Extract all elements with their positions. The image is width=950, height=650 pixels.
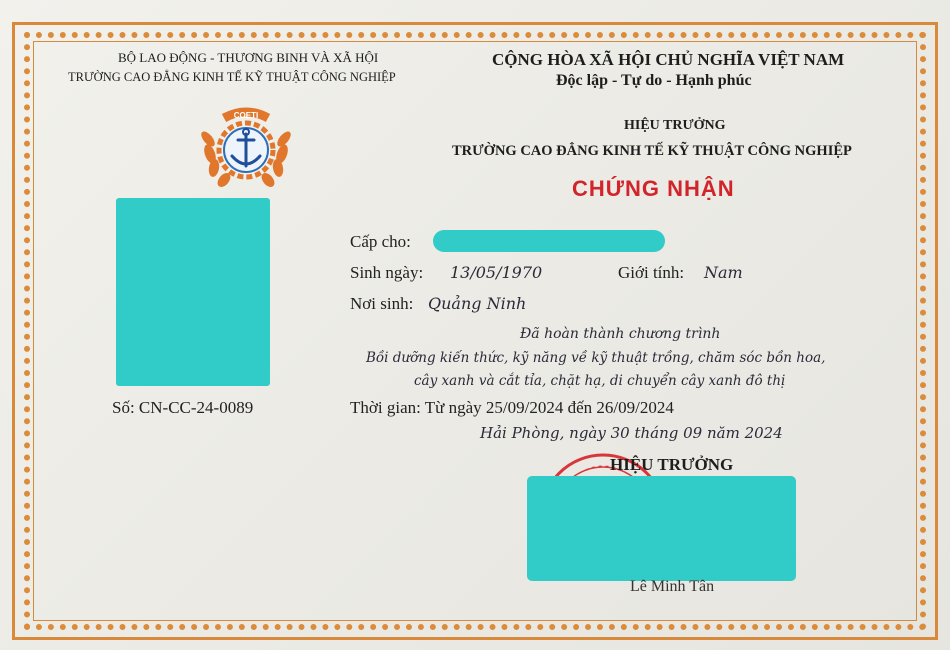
photo-redacted xyxy=(116,198,270,386)
signer-name: Lê Minh Tân xyxy=(630,578,715,595)
program-line-1: Bồi dưỡng kiến thức, kỹ năng về kỹ thuật trồng, chăm sóc bồn hoa, xyxy=(366,350,826,366)
birthplace-label: Nơi sinh: xyxy=(350,294,414,313)
dob-label: Sinh ngày: xyxy=(350,263,424,282)
school-logo xyxy=(194,104,298,196)
duration: Thời gian: Từ ngày 25/09/2024 đến 26/09/2024 xyxy=(350,398,674,417)
dob-value: 13/05/1970 xyxy=(450,263,543,282)
place-date: Hải Phòng, ngày 30 tháng 09 năm 2024 xyxy=(480,424,783,442)
gender-value: Nam xyxy=(704,263,743,282)
country-name: CỘNG HÒA XÃ HỘI CHỦ NGHĨA VIỆT NAM xyxy=(492,50,845,69)
signature-redacted xyxy=(527,476,796,581)
school-name-left: TRƯỜNG CAO ĐẲNG KINH TẾ KỸ THUẬT CÔNG NGHIỆP xyxy=(68,70,396,84)
issuer-school: TRƯỜNG CAO ĐẲNG KINH TẾ KỸ THUẬT CÔNG NGHIỆP xyxy=(452,143,852,159)
gender-label: Giới tính: xyxy=(618,263,685,282)
completed-text: Đã hoàn thành chương trình xyxy=(520,326,721,342)
logo-text: COETI xyxy=(233,111,259,120)
program-line-2: cây xanh và cắt tỉa, chặt hạ, di chuyển cây xanh đô thị xyxy=(414,373,786,389)
issued-to-label: Cấp cho: xyxy=(350,232,411,251)
issuer-title: HIỆU TRƯỞNG xyxy=(624,118,726,133)
certificate-title: CHỨNG NHẬN xyxy=(572,176,735,201)
certificate-number: Số: CN-CC-24-0089 xyxy=(112,398,254,417)
signature-title: HIỆU TRƯỞNG xyxy=(610,455,734,474)
ministry-name: BỘ LAO ĐỘNG - THƯƠNG BINH VÀ XÃ HỘI xyxy=(118,50,379,65)
recipient-name-redacted xyxy=(433,230,665,252)
motto: Độc lập - Tự do - Hạnh phúc xyxy=(556,72,752,89)
birthplace-value: Quảng Ninh xyxy=(428,294,527,313)
